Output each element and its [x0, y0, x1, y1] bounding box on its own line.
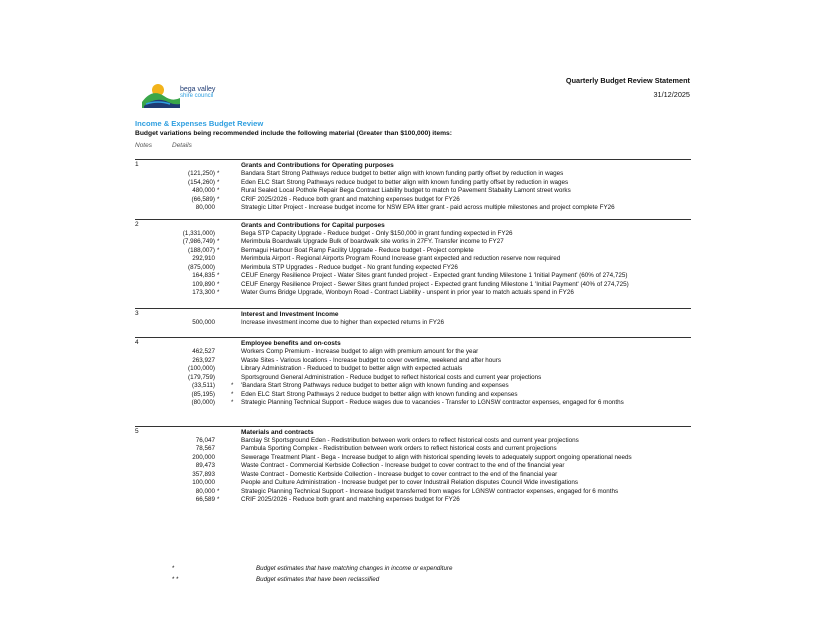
matching-change-marker: *	[217, 273, 220, 279]
table-row	[135, 196, 691, 205]
description-cell: Waste Contract - Commercial Kerbside Collection - Increase budget to cover contract to the end of the financial year	[241, 462, 565, 469]
description-cell: Merimbula Boardwalk Upgrade Bulk of boardwalk site works in 27FY. Transfer income to FY27	[241, 238, 504, 245]
group-note-number: 3	[135, 309, 139, 317]
legend-symbol: *	[172, 565, 175, 572]
amount-cell: 100,000	[192, 479, 215, 486]
details-column-header: Details	[172, 142, 192, 149]
amount-cell: 78,567	[195, 445, 215, 452]
description-cell: Rural Sealed Local Pothole Repair Bega Contract Liability budget to match to Pavement Stabality Lamont street works	[241, 187, 571, 194]
table-row	[135, 264, 691, 273]
legend-item	[135, 574, 691, 585]
group-note-number: 5	[135, 427, 139, 435]
description-cell: Eden ELC Start Strong Pathways reduce budget to better align with known funding partly offset by reduction in wages	[241, 178, 569, 186]
table-row	[135, 399, 691, 408]
amount-cell: (80,000)	[191, 399, 215, 406]
table-row	[135, 357, 691, 366]
amount-cell: 80,000	[195, 487, 215, 495]
amount-cell: (33,511)	[192, 382, 215, 389]
table-row	[135, 391, 691, 400]
description-cell: CRIF 2025/2026 - Reduce both grant and matching expenses budget for FY26	[241, 195, 460, 203]
amount-cell: (875,000)	[188, 263, 215, 271]
description-cell: Sportsground General Administration - Reduce budget to reflect historical costs and current year projections	[241, 373, 542, 381]
table-row	[135, 319, 691, 328]
description-cell: Bandara Start Strong Pathways reduce budget to better align with known funding partly offset by reduction in wages	[241, 170, 564, 177]
matching-change-marker: *	[231, 391, 234, 398]
group-title: Materials and contracts	[241, 428, 314, 436]
description-cell: Strategic Litter Project - Increase budget income for NSW EPA litter grant - paid across multiple milestones and project complete FY26	[241, 204, 615, 211]
table-row	[135, 204, 691, 213]
table-row	[135, 365, 691, 374]
amount-cell: (66,589)	[191, 195, 215, 203]
table-row	[135, 187, 691, 196]
description-cell: CRIF 2025/2026 - Reduce both grant and matching expenses budget for FY26	[241, 496, 460, 503]
matching-change-marker: *	[231, 400, 234, 406]
description-cell: Increase investment income due to higher than expected returns in FY26	[241, 318, 445, 326]
table-row	[135, 479, 691, 488]
council-logo	[140, 78, 240, 110]
table-row	[135, 272, 691, 281]
table-row	[135, 247, 691, 256]
group-title: Interest and Investment Income	[241, 310, 339, 318]
section-heading: Income & Expenses Budget Review	[135, 119, 264, 128]
amount-cell: 109,890	[192, 280, 215, 288]
amount-cell: 66,589	[195, 496, 215, 503]
matching-change-marker: *	[217, 179, 220, 186]
legend-item	[135, 563, 691, 574]
amount-cell: (179,759)	[188, 373, 215, 381]
group-title: Grants and Contributions for Operating purposes	[241, 162, 394, 169]
description-cell: CEUF Energy Resilience Project - Water Sites grant funded project - Expected grant funding Milestone 1 'Initial Payment' (60% of 274,725)	[241, 272, 628, 279]
description-cell: Strategic Planning Technical Support - Increase budget transferred from wages for LGNSW contractor expenses, engaged for 6 months	[241, 487, 619, 495]
description-cell: Eden ELC Start Strong Pathways 2 reduce budget to better align with known funding and expenses	[241, 390, 518, 398]
matching-change-marker: *	[217, 188, 220, 194]
group-note-number: 2	[135, 220, 139, 228]
amount-cell: (154,260)	[188, 178, 215, 186]
amount-cell: 292,910	[192, 255, 215, 262]
table-row	[135, 437, 691, 446]
description-cell: Pambula Sporting Complex - Redistribution between work orders to reflect historical costs and current projections	[241, 445, 557, 452]
amount-cell: 173,300	[192, 289, 215, 296]
amount-cell: 357,893	[192, 470, 215, 478]
group-title: Employee benefits and on-costs	[241, 340, 341, 347]
amount-cell: 76,047	[195, 436, 215, 444]
group-note-number: 1	[135, 161, 139, 168]
amount-cell: (121,250)	[188, 170, 215, 177]
table-row	[135, 289, 691, 298]
report-title: Quarterly Budget Review Statement	[565, 76, 690, 85]
amount-cell: (188,007)	[188, 246, 215, 254]
description-cell: Merimbula STP Upgrades - Reduce budget - No grant funding expected FY26	[241, 263, 458, 271]
legend-symbol: * *	[172, 576, 179, 583]
description-cell: 'Bandara Start Strong Pathways reduce budget to better align with known funding and expenses	[241, 382, 509, 389]
budget-group	[135, 337, 691, 408]
table-row	[135, 445, 691, 454]
group-note-number: 4	[135, 339, 139, 346]
description-cell: Bega STP Capacity Upgrade - Reduce budget - Only $150,000 in grant funding expected in FY26	[241, 229, 513, 237]
logo-line-2: shire council	[180, 93, 214, 99]
description-cell: Waste Sites - Various locations - Increase budget to cover overtime, weekend and after hours	[241, 356, 502, 364]
logo-line-1: bega valley	[180, 86, 216, 93]
description-cell: People and Culture Administration - Increase budget per to cover Industrail Relation disputes Council Wide investigations	[241, 479, 579, 486]
matching-change-marker: *	[217, 488, 220, 495]
matching-change-marker: *	[217, 239, 220, 245]
amount-cell: 164,835	[192, 272, 215, 279]
description-cell: Merimbula Airport - Regional Airports Program Round Increase grant expected and reduction reserve now required	[241, 255, 561, 262]
table-row	[135, 382, 691, 391]
report-date: 31/12/2025	[653, 90, 690, 99]
description-cell: Sewerage Treatment Plant - Bega - Increase budget to align with historical spending levels to adequately support ongoing operational needs	[241, 453, 632, 461]
intro-text: Budget variations being recommended include the following material (Greater than $100,000) items:	[135, 130, 452, 137]
description-cell: Barclay St Sportsground Eden - Redistribution between work orders to reflect historical costs and current year projections	[241, 436, 579, 444]
amount-cell: 200,000	[192, 453, 215, 461]
legend-text: Budget estimates that have matching changes in income or expenditure	[256, 565, 453, 572]
matching-change-marker: *	[217, 497, 220, 503]
table-row	[135, 462, 691, 471]
amount-cell: 480,000	[192, 187, 215, 194]
table-row	[135, 348, 691, 357]
legend-text: Budget estimates that have been reclassified	[256, 576, 380, 583]
amount-cell: (7,986,749)	[182, 238, 215, 245]
table-row	[135, 471, 691, 480]
description-cell: Library Administration - Reduced to budget to better align with expected actuals	[241, 365, 463, 372]
matching-change-marker: *	[217, 247, 220, 254]
amount-cell: (1,331,000)	[182, 229, 215, 237]
budget-group	[135, 219, 691, 298]
amount-cell: (100,000)	[188, 365, 215, 372]
description-cell: Water Gums Bridge Upgrade, Wonboyn Road - Contract Liability - unspent in prior year to match actuals spend in FY26	[241, 289, 574, 296]
table-row	[135, 238, 691, 247]
table-row	[135, 496, 691, 505]
budget-group	[135, 426, 691, 505]
notes-column-header: Notes	[135, 142, 152, 149]
description-cell: Waste Contract - Domestic Kerbside Collection - Increase budget to cover contract to the end of the financial year	[241, 470, 558, 478]
table-row	[135, 170, 691, 179]
description-cell: CEUF Energy Resilience Project - Sewer Sites grant funded project - Expected grant funding Milestone 1 'Initial Payment' (40% of 274,725)	[241, 280, 629, 288]
table-row	[135, 179, 691, 188]
budget-variation-table	[135, 159, 691, 505]
matching-change-marker: *	[217, 281, 220, 288]
matching-change-marker: *	[217, 196, 220, 203]
amount-cell: 80,000	[195, 204, 215, 211]
table-row	[135, 281, 691, 290]
table-row	[135, 374, 691, 383]
matching-change-marker: *	[217, 290, 220, 296]
table-row	[135, 454, 691, 463]
matching-change-marker: *	[231, 383, 234, 389]
amount-cell: (85,195)	[191, 390, 215, 398]
description-cell: Workers Comp Premium - Increase budget to align with premium amount for the year	[241, 348, 479, 355]
matching-change-marker: *	[217, 171, 220, 177]
amount-cell: 462,527	[192, 348, 215, 355]
description-cell: Bermagui Harbour Boat Ramp Facility Upgrade - Reduce budget - Project complete	[241, 246, 474, 254]
table-row	[135, 255, 691, 264]
budget-group	[135, 159, 691, 213]
amount-cell: 500,000	[192, 318, 215, 326]
legend	[135, 563, 691, 585]
budget-group	[135, 308, 691, 328]
table-row	[135, 230, 691, 239]
amount-cell: 263,927	[192, 356, 215, 364]
description-cell: Strategic Planning Technical Support - Reduce wages due to vacancies - Transfer to LGNSW contractor expenses, engaged for 6 months	[241, 399, 624, 406]
table-row	[135, 488, 691, 497]
group-title: Grants and Contributions for Capital purposes	[241, 221, 385, 229]
amount-cell: 89,473	[195, 462, 215, 469]
